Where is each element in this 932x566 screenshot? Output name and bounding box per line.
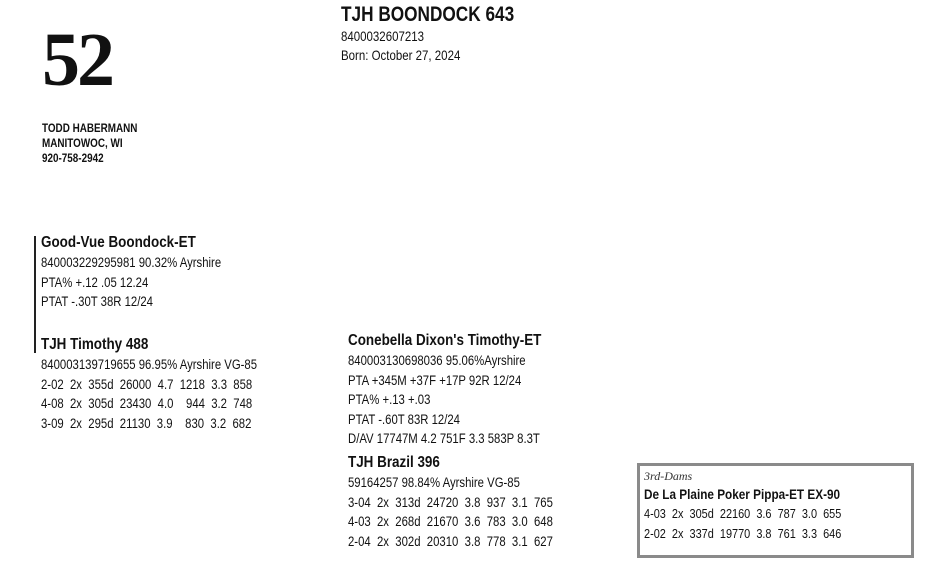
consignor-name: TODD HABERMANN [42,123,138,135]
pedigree-bracket-dam [34,337,36,353]
dam-sire-line: 840003130698036 95.06%Ayrshire [348,353,526,368]
pedigree-bracket-sire [34,236,36,340]
dam-sire-line: PTA% +.13 +.03 [348,392,431,407]
third-dam-record: 2-02 2x 337d 19770 3.8 761 3.3 646 [644,525,842,541]
third-dams-box [637,463,914,558]
sire-block [41,232,255,312]
dam-name: TJH Timothy 488 [41,336,149,353]
consignor-location: MANITOWOC, WI [42,138,123,150]
grand-dam-record: 2-04 2x 302d 20310 3.8 778 3.1 627 [348,533,553,549]
dam-sire-line: PTA +345M +37F +17P 92R 12/24 [348,372,522,388]
animal-header [341,3,552,65]
consignor-phone: 920-758-2942 [42,153,104,165]
grand-dam-block [348,452,592,551]
dam-block [41,334,298,433]
animal-name: TJH BOONDOCK 643 [341,3,515,26]
grand-dam-line: 59164257 98.84% Ayrshire VG-85 [348,475,520,490]
sire-line: 840003229295981 90.32% Ayrshire [41,255,222,270]
animal-id: 8400032607213 [341,28,425,44]
sire-name: Good-Vue Boondock-ET [41,234,196,251]
consignor-info [42,122,153,167]
dam-record: 4-08 2x 305d 23430 4.0 944 3.2 748 [41,396,253,411]
grand-dam-name: TJH Brazil 396 [348,454,440,471]
grand-dam-record: 3-04 2x 313d 24720 3.8 937 3.1 765 [348,494,553,510]
third-dam-classification: EX-90 [807,486,841,502]
third-dam-record: 4-03 2x 305d 22160 3.6 787 3.0 655 [644,506,842,521]
dam-sire-name: Conebella Dixon's Timothy-ET [348,332,542,349]
dam-record: 3-09 2x 295d 21130 3.9 830 3.2 682 [41,415,252,431]
sire-line: PTA% +.12 .05 12.24 [41,274,149,290]
lot-number: 52 [42,18,112,102]
dam-sire-block [348,330,578,449]
third-dam-title [644,484,868,504]
dam-sire-line: PTAT -.60T 83R 12/24 [348,411,460,427]
third-dam-name: De La Plaine Poker Pippa-ET [644,486,805,502]
sire-line: PTAT -.30T 38R 12/24 [41,294,153,309]
dam-line: 840003139719655 96.95% Ayrshire VG-85 [41,357,258,372]
animal-birthdate: Born: October 27, 2024 [341,47,461,63]
grand-dam-record: 4-03 2x 268d 21670 3.6 783 3.0 648 [348,514,553,529]
third-dams-label: 3rd-Dams [644,469,693,483]
dam-record: 2-02 2x 355d 26000 4.7 1218 3.3 858 [41,376,253,392]
dam-sire-line: D/AV 17747M 4.2 751F 3.3 583P 8.3T [348,431,540,446]
